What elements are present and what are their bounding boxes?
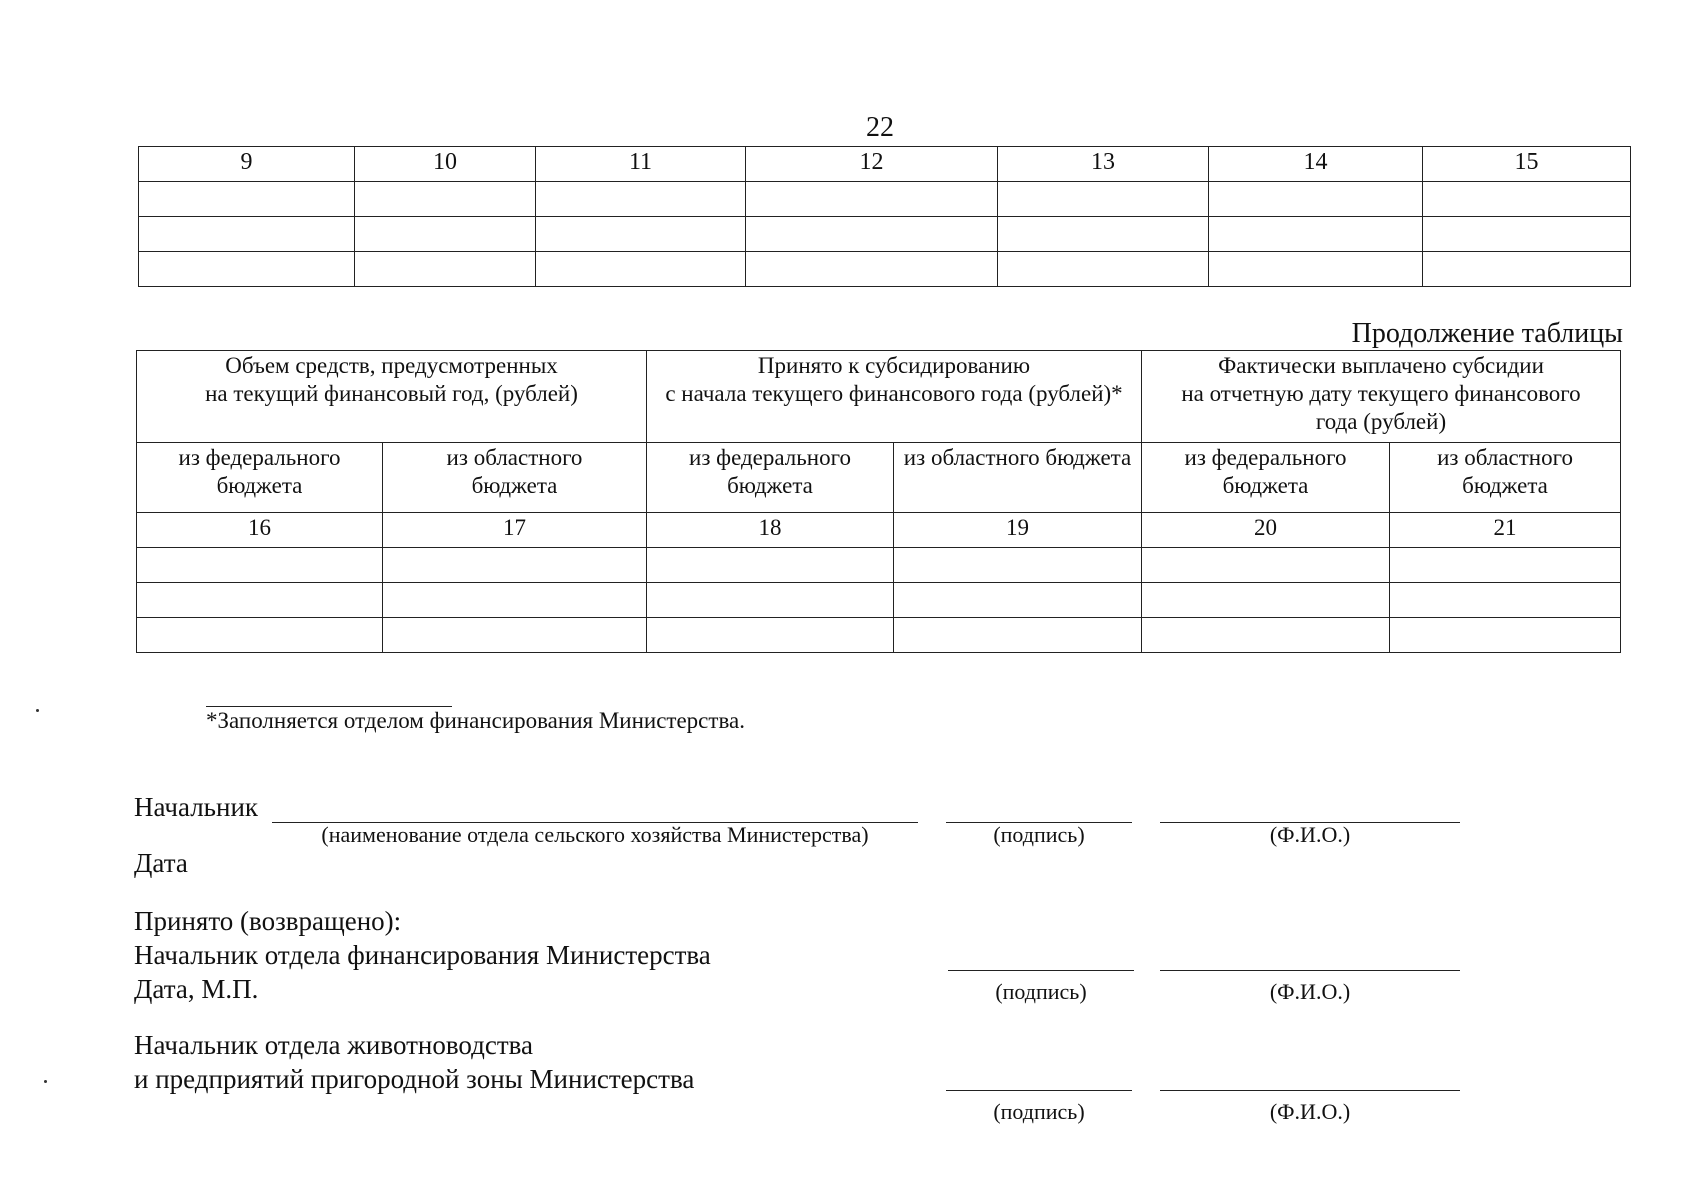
empty-cell xyxy=(1142,618,1390,653)
empty-cell xyxy=(137,618,383,653)
table-row xyxy=(137,618,1621,653)
table-row xyxy=(139,252,1631,287)
empty-cell xyxy=(894,583,1142,618)
signature-caption: (подпись) xyxy=(993,1099,1085,1124)
empty-cell xyxy=(1390,548,1621,583)
signature-line xyxy=(946,1090,1132,1091)
signature-line xyxy=(948,970,1134,971)
name-line xyxy=(1160,1090,1460,1091)
empty-cell xyxy=(647,618,894,653)
name-caption: (Ф.И.О.) xyxy=(1269,1099,1351,1124)
group-header-cell: Фактически выплачено субсидии на отчетную дату текущего финансового года (рублей) xyxy=(1142,351,1621,443)
empty-cell xyxy=(536,217,746,252)
column-number-cell: 9 xyxy=(139,147,355,182)
empty-cell xyxy=(383,583,647,618)
group-header-row xyxy=(137,351,1621,443)
empty-cell xyxy=(1423,217,1631,252)
empty-cell xyxy=(1390,618,1621,653)
column-number-cell: 17 xyxy=(383,513,647,548)
column-number-cell: 10 xyxy=(355,147,536,182)
footnote: *Заполняется отделом финансирования Министерства. xyxy=(206,708,745,733)
table-header-row xyxy=(139,147,1631,182)
table-part-2 xyxy=(136,350,1621,653)
empty-cell xyxy=(998,182,1209,217)
empty-cell xyxy=(894,618,1142,653)
empty-cell xyxy=(139,182,355,217)
empty-cell xyxy=(998,217,1209,252)
signature-caption: (подпись) xyxy=(993,822,1085,847)
scan-speck xyxy=(36,709,39,712)
date-label: Дата xyxy=(134,848,188,878)
dept-caption: (наименование отдела сельского хозяйства Министерства) xyxy=(321,822,869,847)
subheader-cell: из областного бюджета xyxy=(894,443,1142,513)
livestock-head-line1: Начальник отдела животноводства xyxy=(134,1030,534,1060)
group-header-cell: Объем средств, предусмотренных на текущий финансовый год, (рублей) xyxy=(137,351,647,443)
empty-cell xyxy=(355,252,536,287)
table-part-1 xyxy=(138,146,1631,287)
empty-cell xyxy=(647,583,894,618)
subheader-cell: из областного бюджета xyxy=(1390,443,1621,513)
subheader-cell: из федерального бюджета xyxy=(137,443,383,513)
column-number-cell: 11 xyxy=(536,147,746,182)
subheader-cell: из федерального бюджета xyxy=(647,443,894,513)
empty-cell xyxy=(536,182,746,217)
empty-cell xyxy=(1423,252,1631,287)
group-header-cell: Принято к субсидированию с начала текущего финансового года (рублей)* xyxy=(647,351,1142,443)
empty-cell xyxy=(1423,182,1631,217)
table-row xyxy=(139,217,1631,252)
empty-cell xyxy=(355,182,536,217)
table-row xyxy=(137,583,1621,618)
empty-cell xyxy=(1209,182,1423,217)
empty-cell xyxy=(1209,252,1423,287)
empty-cell xyxy=(1142,583,1390,618)
page-number: 22 xyxy=(866,112,894,143)
empty-cell xyxy=(383,618,647,653)
finance-head-label: Начальник отдела финансирования Министерства xyxy=(134,940,711,970)
signature-caption: (подпись) xyxy=(995,979,1087,1004)
empty-cell xyxy=(137,548,383,583)
livestock-head-line2: и предприятий пригородной зоны Министерства xyxy=(134,1064,695,1094)
column-number-cell: 16 xyxy=(137,513,383,548)
subheader-cell: из областного бюджета xyxy=(383,443,647,513)
empty-cell xyxy=(137,583,383,618)
scan-speck xyxy=(44,1080,47,1083)
empty-cell xyxy=(1390,583,1621,618)
column-number-cell: 12 xyxy=(746,147,998,182)
footnote-separator xyxy=(206,706,452,707)
empty-cell xyxy=(355,217,536,252)
empty-cell xyxy=(746,217,998,252)
table-row xyxy=(139,182,1631,217)
column-number-cell: 19 xyxy=(894,513,1142,548)
column-number-cell: 14 xyxy=(1209,147,1423,182)
column-number-cell: 15 xyxy=(1423,147,1631,182)
empty-cell xyxy=(894,548,1142,583)
empty-cell xyxy=(746,252,998,287)
name-caption: (Ф.И.О.) xyxy=(1269,979,1351,1004)
column-number-cell: 20 xyxy=(1142,513,1390,548)
empty-cell xyxy=(746,182,998,217)
table-row xyxy=(137,548,1621,583)
subheader-cell: из федерального бюджета xyxy=(1142,443,1390,513)
column-number-cell: 18 xyxy=(647,513,894,548)
name-line xyxy=(1160,970,1460,971)
empty-cell xyxy=(139,217,355,252)
empty-cell xyxy=(1142,548,1390,583)
empty-cell xyxy=(139,252,355,287)
head-label: Начальник xyxy=(134,792,259,822)
empty-cell xyxy=(1209,217,1423,252)
column-number-row xyxy=(137,513,1621,548)
empty-cell xyxy=(383,548,647,583)
empty-cell xyxy=(998,252,1209,287)
continuation-label: Продолжение таблицы xyxy=(1351,318,1623,349)
column-number-cell: 13 xyxy=(998,147,1209,182)
empty-cell xyxy=(647,548,894,583)
subheader-row xyxy=(137,443,1621,513)
name-caption: (Ф.И.О.) xyxy=(1269,822,1351,847)
date-stamp-label: Дата, М.П. xyxy=(134,974,259,1004)
accepted-label: Принято (возвращено): xyxy=(134,906,402,936)
empty-cell xyxy=(536,252,746,287)
column-number-cell: 21 xyxy=(1390,513,1621,548)
